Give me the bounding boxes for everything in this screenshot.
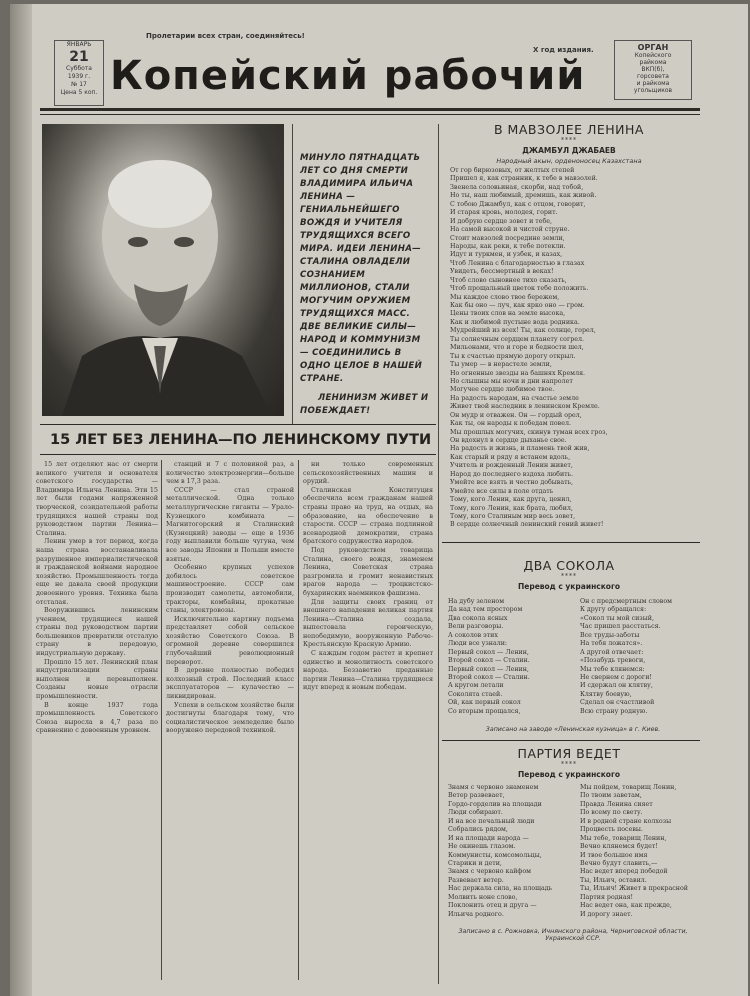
- poem-line: «Сокол ты мой сизый,: [580, 614, 654, 622]
- poem-line: Клятву боевую,: [580, 690, 632, 698]
- paragraph: В деревне полностью победил колхозный строй. Последний класс эксплуататоров — кулачество — ликвидирован.: [166, 666, 294, 701]
- poem-line: Ты солнечным сердцем планету согрел.: [450, 335, 585, 343]
- poem-line: Старики и дети,: [448, 859, 502, 867]
- poem-line: На самой высокой и чистой струне.: [450, 226, 570, 234]
- poem-line: Молвить ноне слово,: [448, 893, 518, 901]
- poem-line: С тобою Джамбул, как с отцом, говорит,: [450, 200, 586, 208]
- poem-line: Умейте все взять и честно добывать,: [450, 479, 574, 487]
- column-divider: [161, 460, 162, 980]
- paragraph: Исключительно картину подъема представляет собой сельское хозяйство Советского Союза. В огромной деревне совершился глубочайший революционный переворот.: [166, 614, 294, 666]
- poem3-right-column: [580, 784, 698, 922]
- poem2-right-column: [580, 598, 698, 720]
- paragraph: Вооружившись ленинским учением, трудящиеся нашей страны под руководством партии большевиков превратили отсталую страну в передовую, индустриальную державу.: [36, 606, 158, 658]
- poem-line: Вечно будут славить,—: [580, 859, 658, 867]
- organ-line: горсовета: [636, 73, 669, 80]
- poem-line: На тебя ложатся».: [580, 640, 643, 648]
- poem-line: Народ до последнего вздоха любить.: [450, 470, 574, 478]
- poem-line: Собрались рядом,: [448, 826, 508, 834]
- organ-line: ВКП(б),: [641, 66, 665, 73]
- poem2-left-column: [448, 598, 570, 720]
- poem-line: Гордо-горделив на площади: [448, 800, 542, 808]
- poem-line: Да над тем простором: [448, 606, 523, 614]
- poem-line: Ты умер — в нерастеле земли,: [450, 361, 552, 369]
- slogan: Пролетарии всех стран, соединяйтесь!: [146, 32, 305, 40]
- paragraph: Ленин умер в тот период, когда наша страна восстанавливала разрушенное империалистической и гражданской войнами народное хозяйство. Промышленность тогда еще не давала своей продукции довоенного уровня. Техника была отсталая.: [36, 537, 158, 606]
- poem-line: А соколов этих: [448, 631, 498, 639]
- date-year: 1939 г.: [67, 73, 91, 80]
- poem-line: Народы, как реки, к тебе потекли.: [450, 242, 566, 250]
- poem-line: Чтоб прощальный цветок тебе положить.: [450, 285, 589, 293]
- poem-line: Люди собирают.: [448, 809, 503, 817]
- poem3-subtitle: Перевод с украинского: [517, 770, 621, 779]
- column-divider: [292, 124, 293, 424]
- poem-line: Мы каждое слово твое бережем,: [450, 293, 560, 301]
- issue-number: № 17: [71, 81, 87, 88]
- poem-line: Чтоб Ленина с благодарностью в глазах: [450, 259, 585, 267]
- poem-line: «Позабудь тревоги,: [580, 657, 646, 665]
- poem-line: Но огненные звезды на башнях Кремля.: [450, 369, 586, 377]
- poem-line: Со вторым прощался,: [448, 707, 521, 715]
- poem-line: Тому, кого Ленин, как брата, любил,: [450, 504, 573, 512]
- article-column-1: [36, 460, 158, 980]
- poem-line: Стоит мавзолей посредине земли,: [450, 234, 565, 242]
- poem-line: И в родной стране колхозы: [580, 817, 672, 825]
- poem-line: Но ты, наш любимый, дремишь, как живой.: [450, 192, 597, 200]
- newspaper-page: [10, 4, 748, 996]
- lenin-quote: [300, 152, 430, 420]
- poem-line: Но слышны мы ночи и дни напролет: [450, 377, 573, 385]
- poem-line: Второй сокол — Сталин.: [448, 657, 530, 665]
- date-day: 21: [69, 49, 89, 65]
- paragraph: Успехи в сельском хозяйстве были достигнуты благодаря тому, что социалистическое земледелие было вооружено передовой техникой.: [166, 700, 294, 735]
- poem-line: Вели разговоры.: [448, 623, 504, 631]
- masthead-rule: [40, 108, 700, 111]
- poem-line: Идут и туркмен, и узбек, и казах,: [450, 251, 563, 259]
- date-weekday: Суббота: [66, 65, 92, 72]
- lenin-portrait: [42, 124, 284, 416]
- poem-line: Живет твой наследник в ленинском Кремле.: [450, 403, 600, 411]
- poem-line: В сердце солнечный ленинский гений живет!: [450, 521, 604, 529]
- poem-line: Знамя с червоно кайфом: [448, 868, 532, 876]
- paragraph: С каждым годом растет и крепнет единство и монолитность советского народа. Беззаветно преданные партии Ленина—Сталина трудящиеся идут вперед к новым победам.: [303, 649, 433, 692]
- paragraph: станций и 7 с половиной раз, а количество электроэнергии—больше чем в 17,3 раза.: [166, 460, 294, 486]
- poem-line: На радость и жизнь, и пламень твой жив,: [450, 445, 590, 453]
- poem-line: Цены твоих слов на земле высока,: [450, 310, 566, 318]
- poem-line: Как и любимой пустыне вода родника.: [450, 318, 580, 326]
- poem-line: Звенела соловьиная, скорби, над тобой,: [450, 183, 584, 191]
- paragraph: Особенно крупных успехов добилось советское машиностроение. СССР сам производит самолеты, автомобили, тракторы, комбайны, прокатные станы, электровозы.: [166, 563, 294, 615]
- paragraph: Для защиты своих границ от внешнего нападения великая партия Ленина—Сталина создала, выпестовала героическую, непобедимую, вооруженную Рабоче-Крестьянскую Красную Армию.: [303, 597, 433, 649]
- article-headline: 15 ЛЕТ БЕЗ ЛЕНИНА—ПО ЛЕНИНСКОМУ ПУТИ: [50, 432, 432, 448]
- poem-line: Ильича родного.: [448, 910, 504, 918]
- date-box: [54, 40, 104, 106]
- poem-line: Как бы оно — луч, как ярко оно — гром.: [450, 302, 585, 309]
- poem-line: Он с предсмертным словом: [580, 598, 673, 605]
- star-divider: ****: [561, 137, 577, 144]
- poem3-note: Записано в с. Рожновка, Ичнянского района, Черниговской области, Украинской ССР.: [458, 928, 688, 942]
- paragraph: ни только современных сельскохозяйственных машин и орудий.: [303, 460, 433, 486]
- poem-line: К другу обращался:: [580, 606, 647, 614]
- poem-line: Процвесть посевы.: [580, 826, 643, 834]
- poem-line: Не окинешь глазом.: [448, 843, 516, 851]
- poem-line: Развевает ветер.: [448, 876, 504, 884]
- paragraph: 15 лет отделяют нас от смерти великого учителя и основателя советского государства — Владимира Ильича Ленина. Эти 15 лет были годами напряженной творческой, созидательной работы трудящихся нашей страны под руководством партии Ленина—Сталина.: [36, 460, 158, 537]
- poem-line: По всему по свету.: [580, 809, 643, 817]
- poem-line: Мильонами, что и горе и бедности шел,: [450, 344, 584, 352]
- poem-line: Ветер развевает,: [448, 792, 505, 800]
- poem1-author-subtitle: Народный акын, орденоносец Казахстана: [496, 157, 642, 165]
- poem-line: Пришел я, как странник, к тебе в мавзолей.: [450, 175, 598, 183]
- poem-line: Все труды-заботы: [580, 631, 640, 639]
- poem-line: А кругом летали: [448, 682, 504, 690]
- section-rule: [442, 542, 700, 543]
- masthead-rule-thin: [40, 114, 700, 115]
- poem-line: Партия родная!: [580, 893, 634, 901]
- poem-line: Ты, Ильич! Живет в прекрасной: [580, 885, 688, 893]
- organ-line: и райкома: [636, 80, 670, 87]
- poem-line: И добрую сердце зовет и тебе,: [450, 217, 553, 225]
- poem-line: Тому, кого Сталиным мир весь зовет,: [450, 512, 576, 520]
- poem-line: Всю страну родную.: [580, 707, 648, 715]
- poem-line: Вечно клянемся будет!: [580, 843, 658, 851]
- poem-line: Два сокола ясных: [448, 614, 508, 622]
- poem-line: Люди все узнали:: [448, 640, 508, 648]
- poem-line: Мы прошлых могучих, скинув туман всех гроз,: [450, 428, 608, 436]
- binding-spine: [10, 4, 32, 996]
- poem-line: Могучее сердце любимое твое.: [450, 386, 555, 394]
- organ-line: Копейского: [634, 52, 672, 59]
- poem-line: И твое большое имя: [580, 851, 648, 859]
- poem2-note: Записано на заводе «Ленинская кузница» в г. Киев.: [485, 726, 661, 733]
- paragraph: Сталинская Конституция обеспечила всем гражданам нашей страны право на труд, на отдых, на образование, на обеспечение в старости. СССР — страна подлинной всенародной демократии, страна братского содружества народов.: [303, 485, 433, 546]
- column-divider: [298, 460, 299, 980]
- poem-line: По твоим заветам,: [580, 792, 642, 800]
- poem-line: Первый сокол — Ленин,: [448, 648, 529, 656]
- poem-line: Правда Ленина сияет: [580, 800, 653, 808]
- paragraph: Под руководством товарища Сталина, своего вождя, знаменем Ленина, Советская страна разгромила и громит ненавистных врагов народа — троцкистско-бухаринских наемников фашизма.: [303, 545, 433, 597]
- headline-rule: [40, 424, 436, 425]
- poem-line: И на все печальный люди: [448, 817, 535, 825]
- poem-line: Умейте все силы в поле отдать: [450, 487, 554, 495]
- poem-line: Тому, кого Ленин, как друга, ценил,: [450, 496, 572, 504]
- headline-rule: [40, 454, 436, 455]
- article-column-2: [166, 460, 294, 980]
- year-of-issue: X год издания.: [533, 46, 594, 54]
- poem1-title: В МАВЗОЛЕЕ ЛЕНИНА: [494, 122, 644, 137]
- poem-line: И сдержал он клятву,: [580, 682, 653, 690]
- poem-line: Увидеть, бессмертный в веках!: [450, 268, 554, 276]
- poem-line: Как ты, он народы к победам повел.: [450, 420, 571, 428]
- star-divider: ****: [561, 761, 577, 768]
- paragraph: Прошло 15 лет. Ленинский план индустриализации страны выполнен и перевыполнен. Созданы новые отрасли промышленности.: [36, 657, 158, 701]
- poem-line: Мы тебе клянемся:: [580, 665, 645, 673]
- organ-line: угольщиков: [633, 87, 673, 94]
- poem-line: Нас ведет вперед победой: [580, 868, 668, 876]
- poem-line: И на площади народа —: [448, 834, 529, 842]
- poem-line: На дубу зеленом: [448, 598, 505, 605]
- poem3-left-column: [448, 784, 570, 922]
- poem-line: И дорогу знает.: [580, 910, 633, 918]
- poem-line: Знамя с червоно знаменем: [448, 784, 539, 791]
- poem2-title: ДВА СОКОЛА: [523, 558, 615, 573]
- organ-line: райкома: [639, 59, 667, 66]
- poem-line: На радость народам, на счастье земле: [450, 394, 579, 402]
- poem-line: Поклонить отец и друга —: [448, 902, 537, 910]
- poem1-author: ДЖАМБУЛ ДЖАБАЕВ: [522, 146, 616, 155]
- poem-line: Не свернем с дороги!: [580, 673, 652, 681]
- poem-line: Как старый и ряду я встанем вдоль,: [450, 453, 571, 461]
- poem1-body: [450, 167, 698, 534]
- poem-line: Первый сокол — Ленин,: [448, 665, 529, 673]
- poem-line: Мы пойдем, товарищ Ленин,: [580, 784, 677, 791]
- poem-line: Мудрейший из всех! Ты, как солнце, горел,: [450, 327, 596, 335]
- poem3-title: ПАРТИЯ ВЕДЕТ: [517, 746, 621, 761]
- quote-closing: ЛЕНИНИЗМ ЖИВЕТ И ПОБЕЖДАЕТ!: [300, 393, 429, 416]
- poem-line: Он мудр и отважен. Он — гордый орел,: [450, 411, 582, 419]
- organ-box: [614, 40, 692, 100]
- poem-line: Учитель и рожденный Ленин живет,: [450, 462, 573, 470]
- poem-line: Час пришел расстаться.: [580, 623, 661, 631]
- poem-line: Нас ведет она, как прежде,: [580, 902, 672, 910]
- date-month: ЯНВАРЬ: [66, 41, 92, 48]
- poem-line: Коммунисты, комсомольцы,: [448, 851, 542, 859]
- poem-line: Соколята стаей.: [448, 690, 503, 698]
- quote-text: МИНУЛО ПЯТНАДЦАТЬ ЛЕТ СО ДНЯ СМЕРТИ ВЛАДИМИРА ИЛЬИЧА ЛЕНИНА — ГЕНИАЛЬНЕЙШЕГО ВОЖДЯ И УЧИТЕЛЯ ТРУДЯЩИХСЯ ВСЕГО МИРА. ИДЕИ ЛЕНИНА—СТАЛИНА ОВЛАДЕЛИ СОЗНАНИЕМ МИЛЛИОНОВ, СТАЛИ МОГУЧИМ ОРУЖИЕМ ТРУДЯЩИХСЯ МАСС. ДВЕ ВЕЛИКИЕ СИЛЫ—НАРОД И КОММУНИЗМ — СОЕДИНИЛИСЬ В ОДНО ЦЕЛОЕ В НАШЕЙ СТРАНЕ.: [300, 153, 423, 384]
- poem-line: И старая кровь, молодея, горит.: [450, 209, 558, 217]
- poem-line: А другой отвечает:: [580, 648, 644, 656]
- paragraph: В конце 1937 года промышленность Советского Союза выросла в 4,7 раза по сравнению с довоенным уровнем.: [36, 700, 158, 735]
- poem-line: Ты, Ильич, оставил.: [580, 876, 647, 884]
- poem-line: Второй сокол — Сталин.: [448, 673, 530, 681]
- poem-line: Нас держала сила, на площадь: [448, 885, 553, 893]
- issue-price: Цена 5 коп.: [60, 89, 98, 96]
- organ-heading: ОРГАН: [637, 43, 669, 52]
- portrait-image: [42, 124, 284, 416]
- section-rule: [442, 740, 700, 741]
- poem-line: Мы тебе, товарищ Ленин,: [580, 834, 667, 842]
- poem-line: Сделал он счастливой: [580, 699, 655, 707]
- paragraph: СССР — стал страной металлической. Одна только металлургические гиганты — Урало-Кузнецкого комбината — Магнитогорский и Сталинский (Кузнецкий) заводы — еще в 1936 году выплавили больше чугуна, чем все заводы Японии и Польши вместе взятые.: [166, 485, 294, 563]
- article-column-3: [303, 460, 433, 980]
- poem-line: Ты к счастью прямую дорогу открыл.: [450, 352, 576, 360]
- poem2-subtitle: Перевод с украинского: [517, 582, 621, 591]
- poem-line: Ой, как первый сокол: [448, 699, 521, 707]
- column-divider: [438, 124, 439, 984]
- newspaper-title: Копейский рабочий: [110, 53, 586, 99]
- poem-line: От гор бирюзовых, от желтых степей: [450, 167, 575, 174]
- star-divider: ****: [561, 573, 577, 580]
- poem-line: Он вдохнул в сердце дыханье свое.: [450, 437, 567, 444]
- poem-line: Чтоб слово сыновнее тихо сказать,: [450, 276, 567, 284]
